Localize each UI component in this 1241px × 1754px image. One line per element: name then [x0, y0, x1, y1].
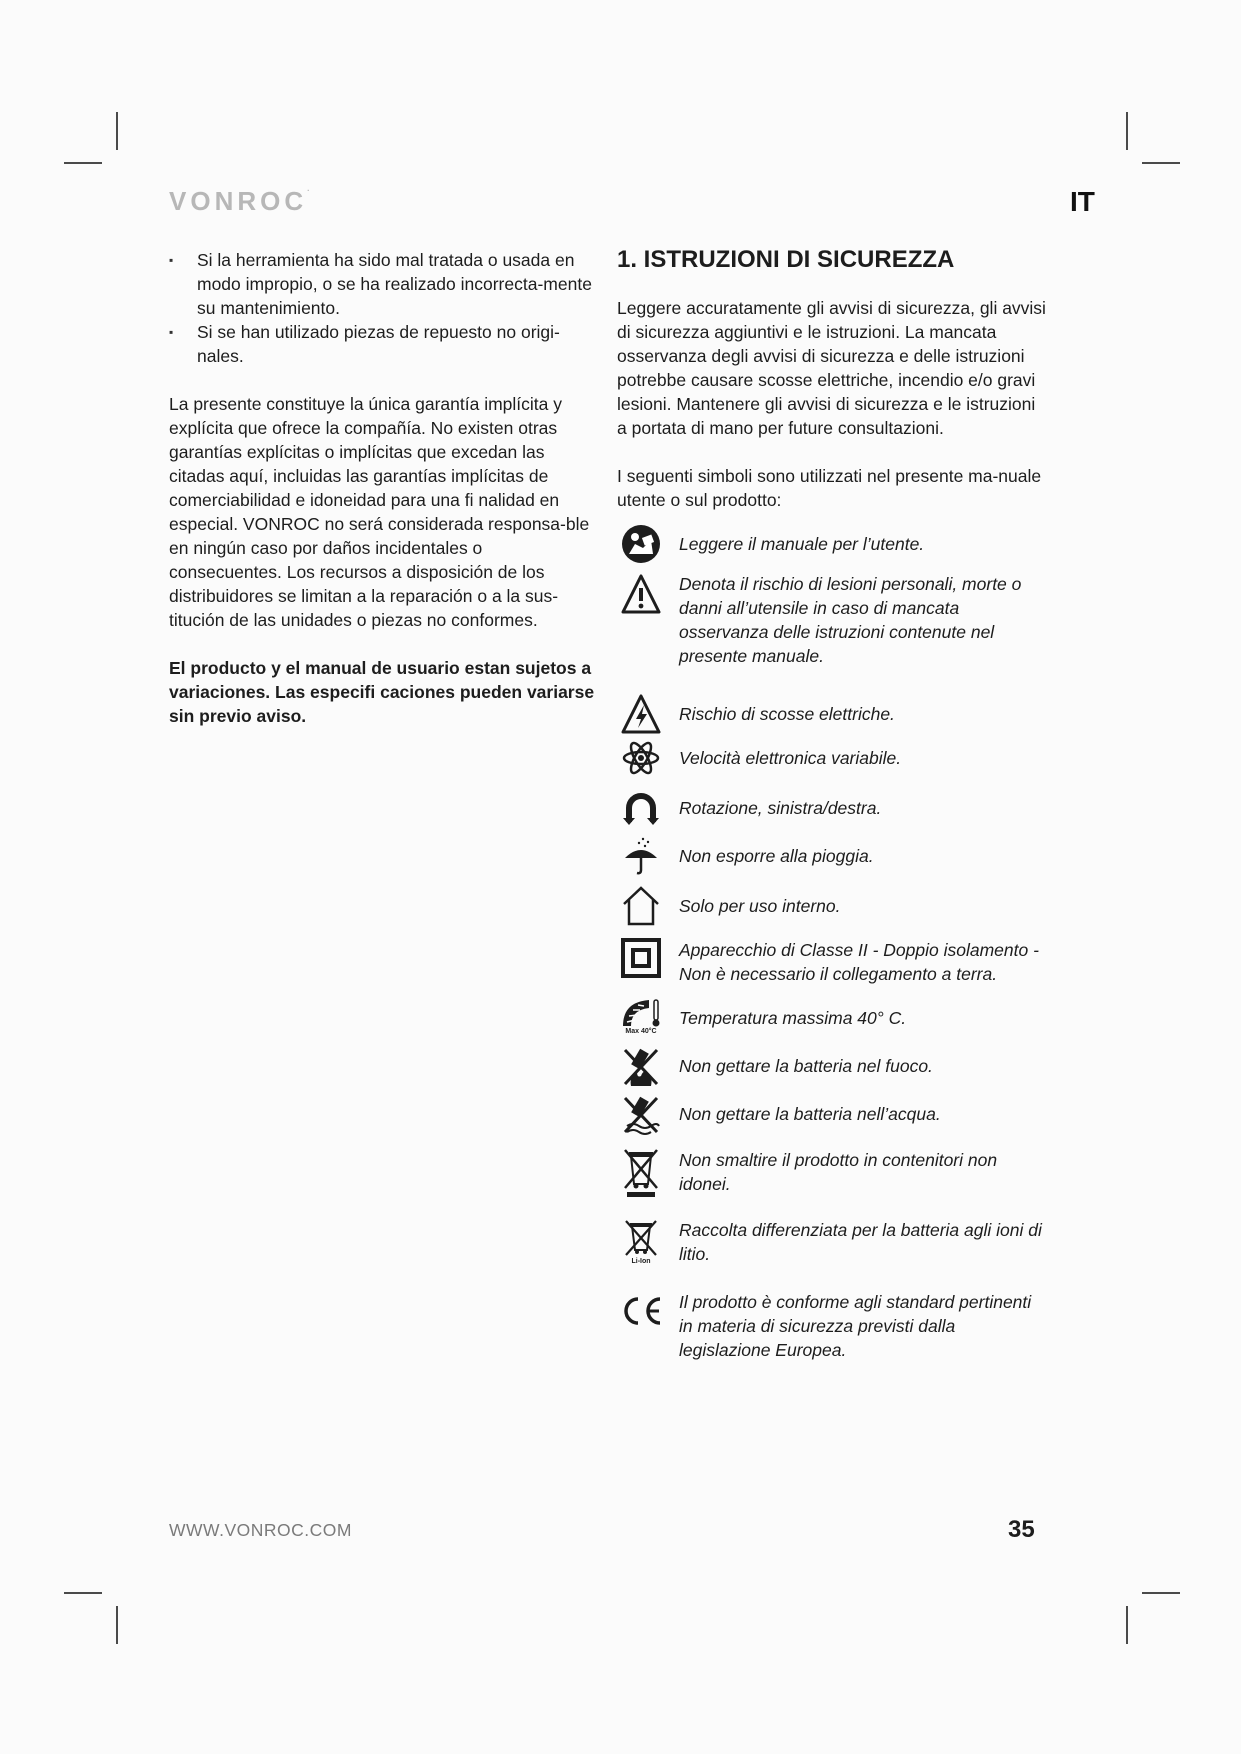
symbol-row	[617, 740, 1047, 788]
variable-speed-icon	[617, 740, 665, 776]
crop-mark	[1142, 162, 1180, 164]
safety-intro: Leggere accuratamente gli avvisi di sicurezza, gli avvisi di sicurezza aggiuntivi e le istruzioni. La mancata osservanza degli avvisi di sicurezza e delle istruzioni potrebbe causare scosse elettriche, incendio e/o gravi lesioni. Mantenere gli avvisi di sicurezza e le istruzioni a portata di mano per future consultazioni.	[617, 298, 1046, 438]
symbol-description: Apparecchio di Classe II - Doppio isolamento - Non è necessario il collegamento a terra.	[679, 940, 1039, 984]
symbol-row	[617, 524, 1047, 572]
symbol-description: Solo per uso interno.	[679, 896, 841, 916]
double-insulation-icon	[617, 938, 665, 978]
symbol-description: Il prodotto è conforme agli standard pertinenti in materia di sicurezza previsti dalla legislazione Europea.	[679, 1292, 1032, 1360]
symbol-row	[617, 884, 1047, 932]
page-number: 35	[1008, 1516, 1035, 1543]
weee-bin-icon	[617, 1146, 665, 1198]
symbol-description: Leggere il manuale per l’utente.	[679, 534, 925, 554]
section-heading: 1. ISTRUZIONI DI SICUREZZA	[617, 246, 955, 273]
symbol-description: Non esporre alla pioggia.	[679, 846, 874, 866]
warranty-exclusion-list	[169, 248, 597, 368]
symbol-description: Raccolta differenziata per la batteria agli ioni di litio.	[679, 1220, 1042, 1264]
symbol-description: Rischio di scosse elettriche.	[679, 704, 895, 724]
warning-triangle-icon	[617, 572, 665, 616]
symbol-row	[617, 1046, 1047, 1094]
symbol-description: Velocità elettronica variabile.	[679, 748, 902, 768]
li-ion-label: Li-Ion	[631, 1258, 651, 1265]
rotation-icon	[617, 788, 665, 826]
footer-url: WWW.VONROC.COM	[169, 1520, 352, 1540]
crop-mark	[116, 1606, 118, 1644]
variation-note: El producto y el manual de usuario estan sujetos a variaciones. Las especifi caciones pueden variarse sin previo aviso.	[169, 658, 595, 726]
brand-logo: VONROC·	[169, 186, 310, 216]
crop-mark	[1126, 1606, 1128, 1644]
symbol-row	[617, 572, 1047, 692]
house-icon	[617, 884, 665, 926]
symbol-description: Denota il rischio di lesioni personali, morte o danni all’utensile in caso di mancata osservanza delle istruzioni contenute nel presente manuale.	[679, 574, 1022, 666]
crop-mark	[116, 112, 118, 150]
symbol-row	[617, 1094, 1047, 1142]
symbols-intro: I seguenti simboli sono utilizzati nel presente ma-nuale utente o sul prodotto:	[617, 466, 1042, 510]
symbol-row	[617, 1146, 1047, 1218]
max-temperature-icon	[617, 998, 665, 1036]
symbol-row	[617, 836, 1047, 884]
left-column	[169, 248, 597, 728]
symbol-description: Temperatura massima 40° C.	[679, 1008, 907, 1028]
symbol-description: Non gettare la batteria nell’acqua.	[679, 1104, 941, 1124]
crop-mark	[64, 162, 102, 164]
symbol-description: Non gettare la batteria nel fuoco.	[679, 1056, 933, 1076]
no-battery-water-icon	[617, 1094, 665, 1136]
umbrella-rain-icon	[617, 836, 665, 876]
no-battery-fire-icon	[617, 1046, 665, 1088]
symbol-row	[617, 998, 1047, 1046]
symbol-description: Non smaltire il prodotto in contenitori non idonei.	[679, 1150, 998, 1194]
li-ion-bin-icon	[617, 1218, 665, 1266]
electric-shock-icon	[617, 692, 665, 736]
max-temp-label: Max 40°C	[625, 1028, 657, 1035]
crop-mark	[1126, 112, 1128, 150]
symbol-row	[617, 938, 1047, 994]
right-column	[617, 244, 1047, 1362]
symbol-row	[617, 1290, 1047, 1362]
list-item: ▪ Si la herramienta ha sido mal tratada o usada en modo impropio, o se ha realizado incorrecta-mente su mantenimiento.	[169, 248, 597, 320]
ce-mark-icon	[617, 1290, 665, 1326]
language-code: IT	[1070, 186, 1095, 217]
list-item: ▪ Si se han utilizado piezas de repuesto no origi-nales.	[169, 320, 597, 368]
crop-mark	[1142, 1592, 1180, 1594]
read-manual-icon	[617, 524, 665, 564]
symbol-row	[617, 788, 1047, 836]
symbol-row	[617, 692, 1047, 740]
symbol-description: Rotazione, sinistra/destra.	[679, 798, 882, 818]
crop-mark	[64, 1592, 102, 1594]
warranty-paragraph: La presente constituye la única garantía implícita y explícita que ofrece la compañía. No existen otras garantías explícitas o implícitas que excedan las citadas aquí, incluidas las garantías implícitas de comerciabilidad e idoneidad para una fi nalidad en especial. VONROC no será considerada responsa-ble en ningún caso por daños incidentales o consecuentes. Los recursos a disposición de los distribuidores se limitan a la reparación o a la sus-titución de las unidades o piezas no conformes.	[169, 394, 590, 630]
symbol-row	[617, 1218, 1047, 1290]
